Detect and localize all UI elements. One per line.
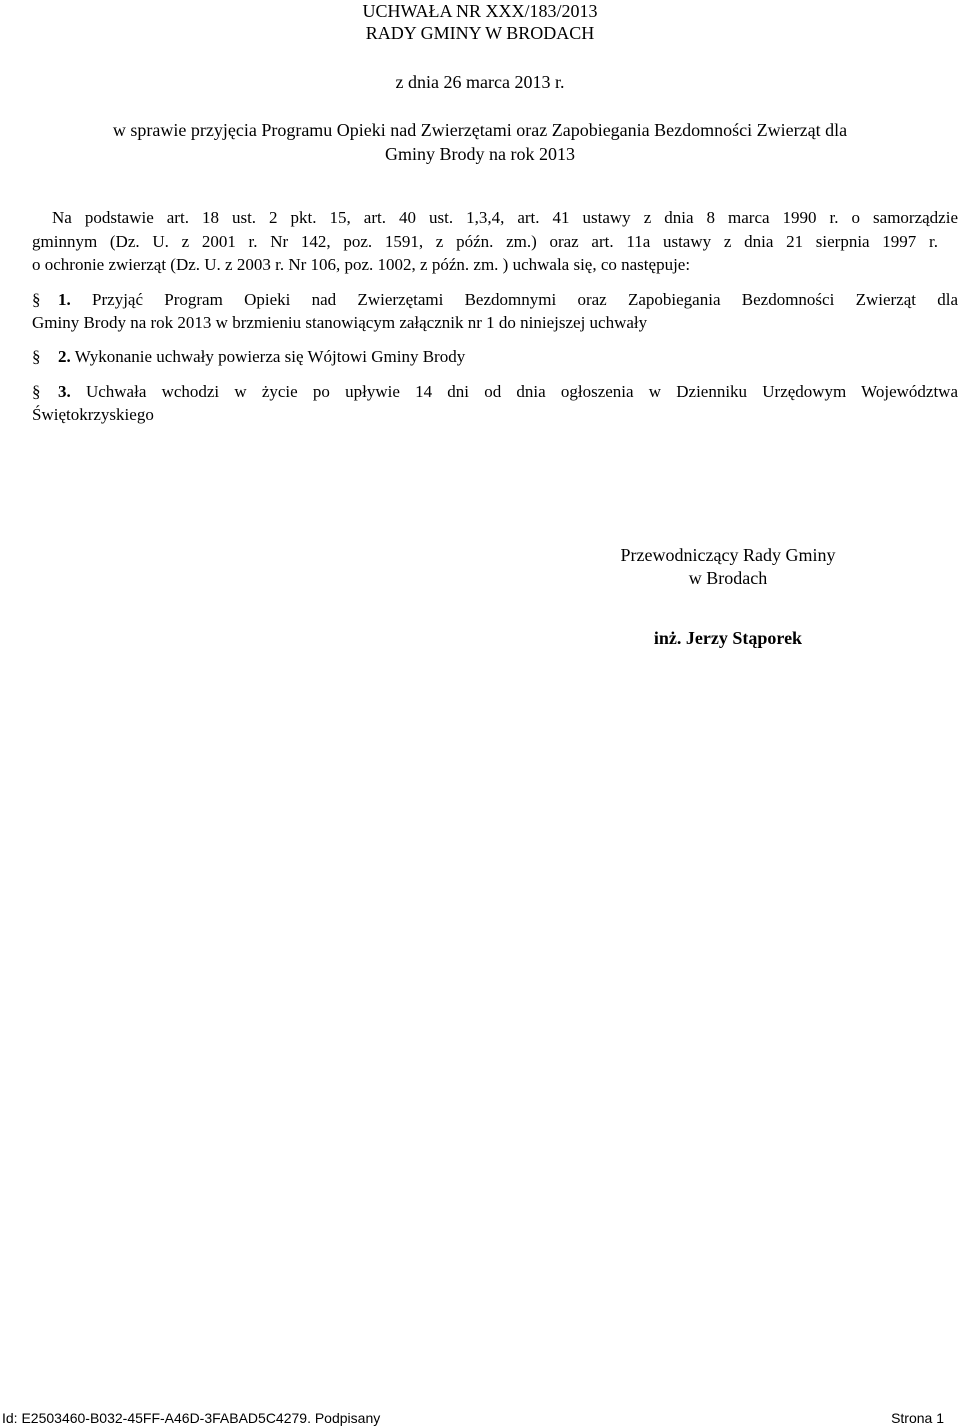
signatory-role-line-2: w Brodach — [688, 568, 768, 588]
paragraph-1-text-1: Przyjąć Program Opieki nad Zwierzętami Bezdomnymi oraz Zapobiegania Bezdomności Zwierząt dla — [92, 290, 959, 309]
paragraph-2-line-1 — [32, 345, 958, 368]
paragraph-1-line-1 — [32, 288, 958, 311]
paragraph-1-number: 1. — [58, 290, 71, 309]
paragraph-3-line-2: Świętokrzyskiego — [32, 405, 154, 424]
signatory-role-line-1: Przewodniczący Rady Gminy — [620, 545, 836, 565]
section-mark-icon: § — [32, 347, 41, 366]
document-id: Id: E2503460-B032-45FF-A46D-3FABAD5C4279. Podpisany — [2, 1410, 381, 1426]
council-name: RADY GMINY W BRODACH — [365, 23, 595, 43]
resolution-date: z dnia 26 marca 2013 r. — [395, 72, 565, 92]
paragraph-2-number: 2. — [58, 347, 71, 366]
subject-line-1: w sprawie przyjęcia Programu Opieki nad Zwierzętami oraz Zapobiegania Bezdomności Zwierząt dla — [112, 120, 848, 140]
paragraph-1-line-2: Gminy Brody na rok 2013 w brzmieniu stanowiącym załącznik nr 1 do niniejszej uchwały — [32, 313, 648, 332]
signature-block — [560, 544, 896, 650]
paragraph-2-text-1: Wykonanie uchwały powierza się Wójtowi Gminy Brody — [74, 347, 466, 366]
subject-line-2: Gminy Brody na rok 2013 — [385, 144, 575, 164]
signatory-name: inż. Jerzy Stąporek — [653, 628, 803, 648]
paragraph-3-number: 3. — [58, 382, 71, 401]
paragraph-3-text-1: Uchwała wchodzi w życie po upływie 14 dni od dnia ogłoszenia w Dzienniku Urzędowym Województwa — [85, 382, 958, 401]
section-mark-icon: § — [32, 382, 41, 401]
paragraph-2 — [32, 345, 958, 368]
preamble-line-1 — [52, 206, 958, 229]
page-number: Strona 1 — [891, 1410, 944, 1426]
preamble-line-2 — [32, 230, 938, 253]
resolution-title: UCHWAŁA NR XXX/183/2013 — [362, 1, 598, 21]
preamble-line-3 — [32, 253, 958, 276]
page-footer — [0, 1408, 944, 1428]
paragraph-3-line-1 — [32, 380, 958, 403]
preamble-text-2: gminnym (Dz. U. z 2001 r. Nr 142, poz. 1591, z późn. zm.) oraz art. 11a ustawy z dnia 21 sierpnia 1997 r. — [32, 232, 938, 251]
paragraph-3 — [32, 380, 958, 426]
paragraph-1 — [32, 288, 958, 334]
section-mark-icon: § — [32, 290, 41, 309]
preamble-text-1: Na podstawie art. 18 ust. 2 pkt. 15, art. 40 ust. 1,3,4, art. 41 ustawy z dnia 8 marca 1990 r. o samorządzie — [52, 208, 958, 227]
preamble-text-3: o ochronie zwierząt (Dz. U. z 2003 r. Nr 106, poz. 1002, z późn. zm. ) uchwala się, co następuje: — [32, 255, 691, 274]
